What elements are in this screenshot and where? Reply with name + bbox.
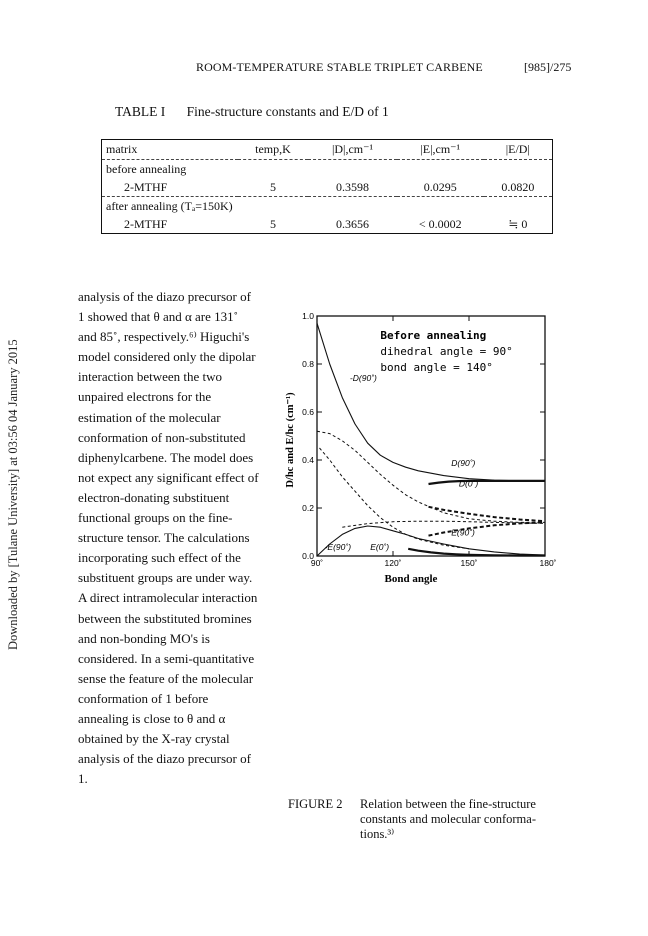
table-cell: 2-MTHF [124,216,168,231]
table-header-cell: temp,K [238,140,308,160]
table-group-label-row [102,160,553,179]
table-title: Fine-structure constants and E/D of 1 [186,104,389,119]
table-caption [115,104,389,120]
body-line: considered. In a semi-quantitative [78,650,255,666]
series-line [429,481,546,484]
inset-annotation: Before annealing [380,328,487,342]
series-label: E(0˚) [370,542,390,552]
body-line: annealing is close to θ and α [78,710,226,726]
y-tick-label: 0.6 [302,407,314,417]
figure-caption [288,797,558,842]
x-axis-label: Bond angle [384,573,438,585]
body-line: not expect any significant effect of [78,469,259,485]
body-line: estimation of the molecular [78,409,221,425]
table-cell: 0.0820 [484,178,553,197]
series-label: E(90˚) [451,527,475,538]
series-line [317,431,545,522]
table-cell: 5 [269,216,276,231]
table-cell: 5 [238,178,308,197]
series-line [429,522,546,535]
body-line: 1. [78,771,88,787]
table-cell: 0.3656 [336,216,370,231]
body-line: incorporating such effect of the [78,550,241,566]
body-line: analysis of the diazo precursor of [78,289,251,304]
y-tick-label: 0.2 [302,503,314,513]
table-header-cell: |E/D| [484,140,553,160]
table-cell: 2-MTHF [102,178,238,197]
table-number: TABLE I [115,104,166,119]
table-group-label: before annealing [106,161,187,176]
table-group-label: after annealing (Tₐ=150K) [106,198,233,213]
body-line: structure tensor. The calculations [78,530,250,546]
running-head: ROOM-TEMPERATURE STABLE TRIPLET CARBENE [196,60,483,74]
table-cell: ≒ 0 [508,216,528,231]
x-tick-label: 180˚ [539,558,557,568]
body-text [78,287,264,789]
table-cell: < 0.0002 [418,216,462,231]
download-watermark: Downloaded by [Tulane University] at 03:56 04 January 2015 [6,339,20,650]
inset-annotation: dihedral angle = 90° [380,344,513,358]
body-line: obtained by the X-ray crystal [78,731,230,747]
fine-structure-table [101,139,553,234]
body-line: sense the feature of the molecular [78,670,254,686]
table-header-cell: matrix [102,140,238,160]
y-tick-label: 0.4 [302,455,314,465]
series-label: -E(90˚) [324,542,352,552]
body-line: 1 showed that θ and α are 131˚ [78,309,238,325]
table-header-cell: |D|,cm⁻¹ [308,140,397,160]
body-line: interaction between the two [78,369,223,385]
series-label: -D(90˚) [349,372,377,383]
page-number: [985]/275 [524,60,572,74]
y-tick-label: 1.0 [302,311,314,321]
y-tick-label: 0.8 [302,359,314,369]
body-line: substituent groups are under way. [78,570,253,586]
series-label: D(0˚) [458,478,479,489]
inset-annotation: bond angle = 140° [380,360,493,374]
body-line: A direct intramolecular interaction [78,590,258,606]
series-label: D(90˚) [451,458,476,468]
table-group-label-row [102,197,553,216]
body-line: electron-donating substituent [78,489,230,505]
body-line: analysis of the diazo precursor of [78,751,251,767]
table-cell: 0.0295 [397,178,484,197]
body-line: and 85˚, respectively.⁶⁾ Higuchi's [78,329,250,345]
table-row [102,178,553,197]
y-axis-label: D/hc and E/hc (cm⁻¹) [285,392,296,488]
fine-structure-chart [280,305,570,595]
body-line: conformation of 1 before [78,690,209,706]
body-line: functional groups on the fine- [78,510,233,526]
figure-caption-text: Relation between the fine-structure constants and molecular conforma-tions.³⁾ [360,797,536,841]
body-line: and non-bonding MO's is [78,630,210,646]
body-line: diphenylcarbene. The model does [78,449,254,465]
y-tick-label: 0.0 [302,551,314,561]
body-line: model considered only the dipolar [78,349,256,365]
table-row [102,215,553,234]
series-line [429,507,546,521]
x-tick-label: 90˚ [310,558,324,568]
body-line: conformation of non-substituted [78,429,246,445]
x-tick-label: 150˚ [460,558,478,568]
body-line: unpaired electrons for the [78,389,212,405]
x-tick-label: 120˚ [384,558,402,568]
table-cell: 0.3598 [308,178,397,197]
figure-number: FIGURE 2 [288,797,343,811]
table-header-row [102,140,553,160]
table-header-cell: |E|,cm⁻¹ [397,140,484,160]
body-line: between the substituted bromines [78,610,252,626]
